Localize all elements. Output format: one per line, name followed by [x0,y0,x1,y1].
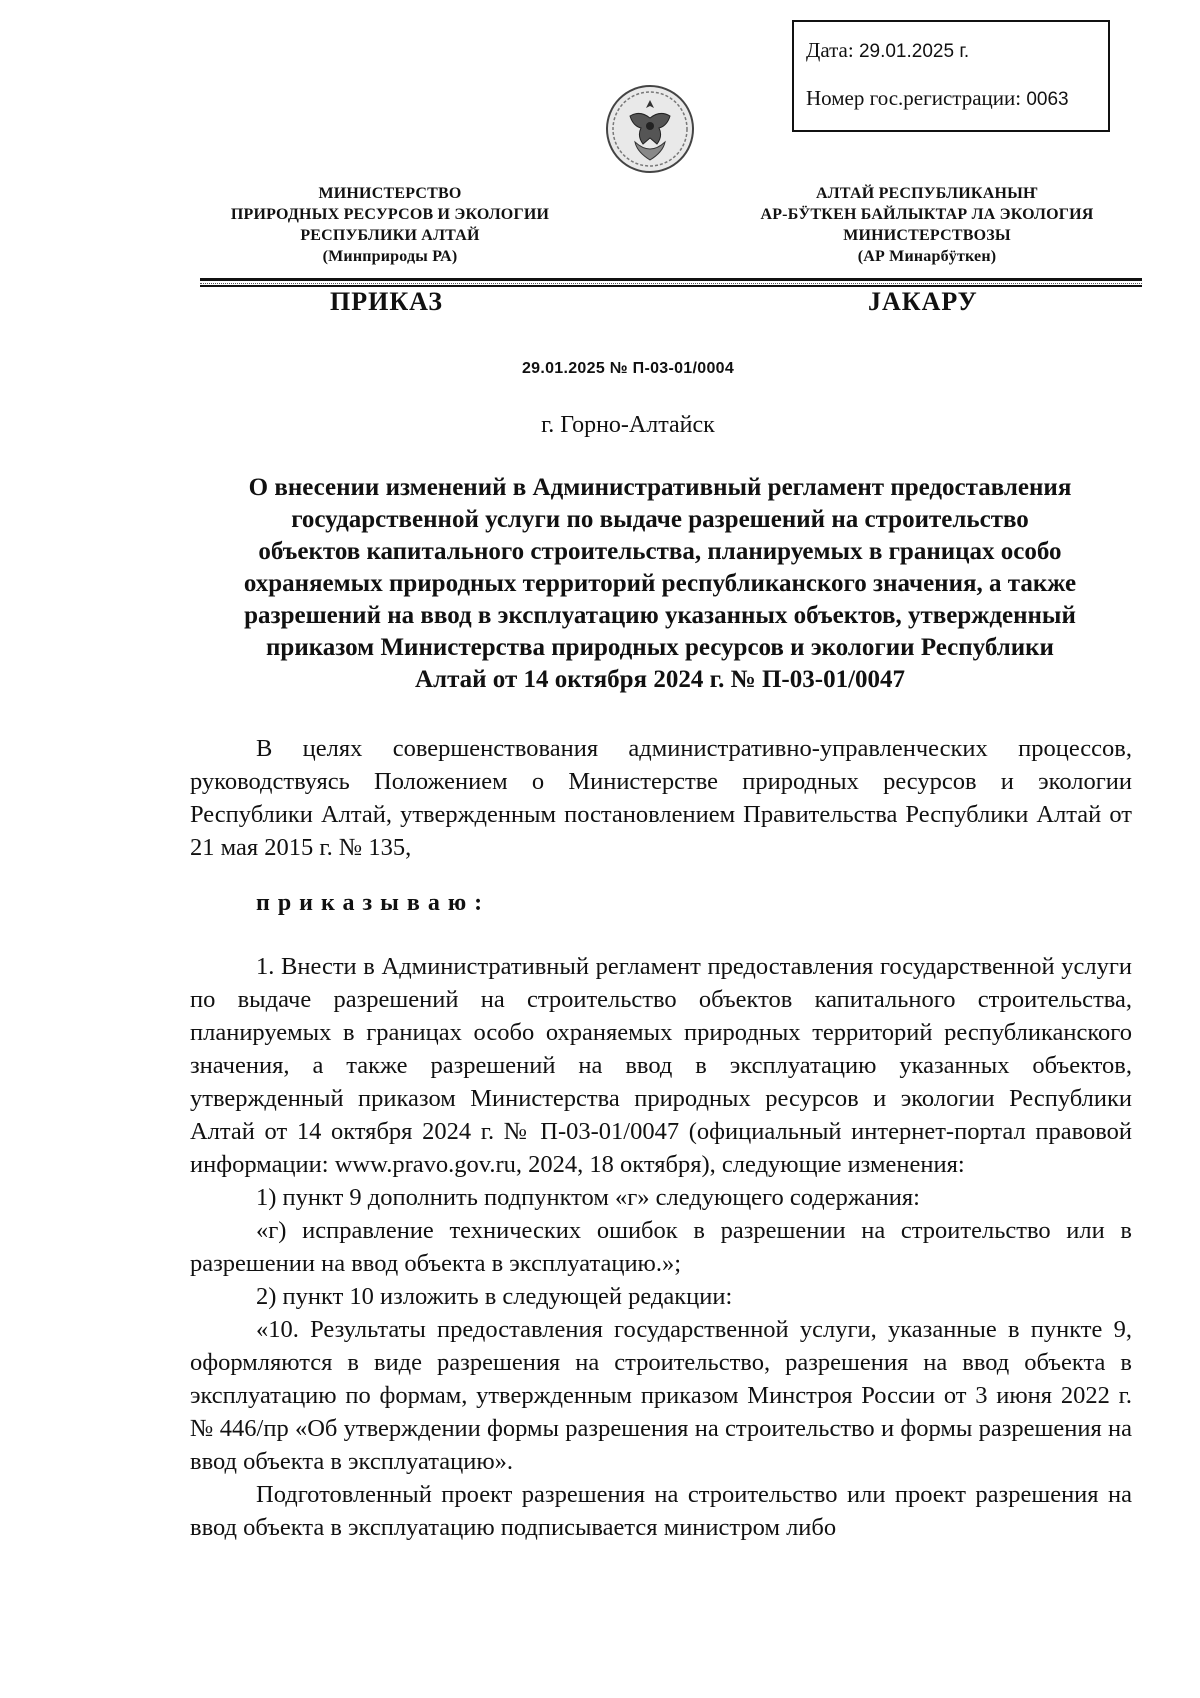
header-left-line3: РЕСПУБЛИКИ АЛТАЙ [300,227,480,244]
document-title-line: О внесении изменений в Административный регламент предоставления [248,474,1072,501]
document-title-line: государственной услуги по выдаче разрешений на строительство [291,506,1029,533]
registration-date-line [806,40,1108,61]
ministry-header-altai [737,183,1117,267]
body-paragraph: Подготовленный проект разрешения на строительство или проект разрешения на ввод объекта в эксплуатацию подписывается министром либо [190,1481,1132,1541]
header-left-line2: ПРИРОДНЫХ РЕСУРСОВ И ЭКОЛОГИИ [230,206,550,223]
registration-date-value: 29.01.2025 г. [858,41,970,62]
intro-section [190,732,1132,864]
document-title [190,472,1130,696]
document-title-line: приказом Министерства природных ресурсов и экологии Республики [266,634,1054,661]
order-number: 29.01.2025 № П-03-01/0004 [521,360,735,377]
document-title-line: охраняемых природных территорий республиканского значения, а также [243,570,1077,597]
registration-stamp [792,20,1110,132]
header-right-line3: МИНИСТЕРСТВОЗЫ [843,227,1011,244]
order-city: г. Горно-Алтайск [541,412,715,438]
header-divider [200,278,1142,287]
registration-number-value: 0063 [1026,89,1069,110]
document-title-line: разрешений на ввод в эксплуатацию указанных объектов, утвержденный [244,602,1076,629]
altai-republic-coat-of-arms-icon [605,82,695,176]
order-title-russian: ПРИКАЗ [330,287,444,316]
body-paragraph: 2) пункт 10 изложить в следующей редакции: [256,1283,733,1310]
document-title-line: объектов капитального строительства, планируемых в границах особо [258,538,1062,565]
header-left-line4: (Минприроды РА) [322,248,458,265]
order-directive-word: приказываю: [256,890,491,916]
registration-number-label: Номер гос.регистрации: [806,86,1022,110]
body-paragraph: «10. Результаты предоставления государственной услуги, указанные в пункте 9, оформляются в виде разрешения на строительство, разрешения на ввод объекта в эксплуатацию по формам, утвержденным приказом Минстроя России от 3 июня 2022 г. № 446/пр «Об утверждении формы разрешения на строительство и формы разрешения на ввод объекта в эксплуатацию». [190,1316,1132,1475]
registration-date-label: Дата: [806,38,854,62]
header-right-line2: АР-БӰТКЕН БАЙЛЫКТАР ЛА ЭКОЛОГИЯ [760,206,1094,223]
body-paragraph: «г) исправление технических ошибок в разрешении на строительство или в разрешении на ввод объекта в эксплуатацию.»; [190,1217,1132,1277]
body-paragraph: 1) пункт 9 дополнить подпунктом «г» следующего содержания: [256,1184,920,1211]
header-left-line1: МИНИСТЕРСТВО [318,185,462,202]
header-right-line1: АЛТАЙ РЕСПУБЛИКАНЫҤ [816,185,1038,202]
header-right-line4: (АР Минарбӱткен) [857,248,997,265]
registration-number-line [806,88,1108,109]
main-section [190,950,1132,1544]
order-title-altai: JАКАРУ [868,287,978,316]
document-title-line: Алтай от 14 октября 2024 г. № П-03-01/0047 [414,666,906,693]
intro-paragraph: В целях совершенствования административно-управленческих процессов, руководствуясь Положением о Министерстве природных ресурсов и экологии Республики Алтай, утвержденным постановлением Правительства Республики Алтай от 21 мая 2015 г. № 135, [190,735,1132,861]
ministry-header-russian [200,183,580,267]
body-paragraph: 1. Внести в Административный регламент предоставления государственной услуги по выдаче разрешений на строительство объектов капитального строительства, планируемых в границах особо охраняемых природных территорий республиканского значения, а также разрешений на ввод в эксплуатацию указанных объектов, утвержденный приказом Министерства природных ресурсов и экологии Республики Алтай от 14 октября 2024 г. № П-03-01/0047 (официальный интернет-портал правовой информации: www.pravo.gov.ru, 2024, 18 октября), следующие изменения: [190,953,1132,1178]
